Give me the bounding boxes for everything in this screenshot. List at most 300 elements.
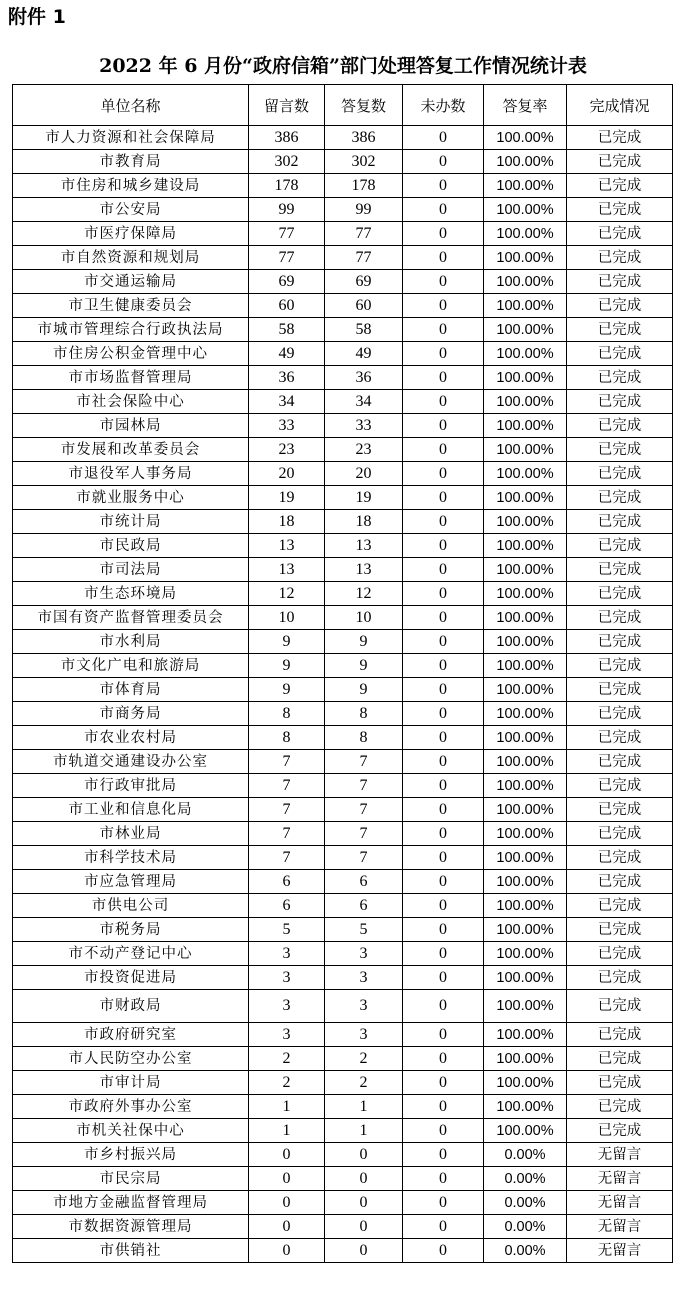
table-row [13, 414, 673, 438]
message-count-cell: 5 [249, 918, 325, 942]
pending-count-cell: 0 [403, 582, 484, 606]
reply-rate-cell: 100.00% [484, 342, 567, 366]
table-row [13, 438, 673, 462]
reply-rate-cell: 100.00% [484, 918, 567, 942]
reply-count-cell: 60 [325, 294, 403, 318]
reply-rate-cell: 100.00% [484, 510, 567, 534]
unit-name-cell: 市城市管理综合行政执法局 [13, 318, 249, 342]
message-count-cell: 2 [249, 1047, 325, 1071]
message-count-cell: 9 [249, 678, 325, 702]
message-count-cell: 0 [249, 1191, 325, 1215]
completion-status-cell: 已完成 [567, 462, 673, 486]
completion-status-cell: 已完成 [567, 150, 673, 174]
unit-name-cell: 市医疗保障局 [13, 222, 249, 246]
reply-count-cell: 3 [325, 942, 403, 966]
reply-count-cell: 10 [325, 606, 403, 630]
message-count-cell: 7 [249, 750, 325, 774]
unit-name-cell: 市国有资产监督管理委员会 [13, 606, 249, 630]
message-count-cell: 1 [249, 1095, 325, 1119]
completion-status-cell: 已完成 [567, 990, 673, 1023]
completion-status-cell: 已完成 [567, 894, 673, 918]
pending-count-cell: 0 [403, 1239, 484, 1263]
completion-status-cell: 已完成 [567, 438, 673, 462]
unit-name-cell: 市民政局 [13, 534, 249, 558]
pending-count-cell: 0 [403, 750, 484, 774]
completion-status-cell: 已完成 [567, 630, 673, 654]
pending-count-cell: 0 [403, 1095, 484, 1119]
pending-count-cell: 0 [403, 870, 484, 894]
message-count-cell: 9 [249, 630, 325, 654]
unit-name-cell: 市政府外事办公室 [13, 1095, 249, 1119]
table-body [13, 126, 673, 1263]
reply-rate-cell: 100.00% [484, 654, 567, 678]
message-count-cell: 0 [249, 1167, 325, 1191]
unit-name-cell: 市林业局 [13, 822, 249, 846]
unit-name-cell: 市体育局 [13, 678, 249, 702]
reply-count-cell: 1 [325, 1095, 403, 1119]
pending-count-cell: 0 [403, 630, 484, 654]
pending-count-cell: 0 [403, 798, 484, 822]
reply-rate-cell: 100.00% [484, 486, 567, 510]
message-count-cell: 58 [249, 318, 325, 342]
message-count-cell: 2 [249, 1071, 325, 1095]
reply-count-cell: 49 [325, 342, 403, 366]
reply-count-cell: 36 [325, 366, 403, 390]
reply-count-cell: 0 [325, 1143, 403, 1167]
reply-rate-cell: 0.00% [484, 1143, 567, 1167]
completion-status-cell: 已完成 [567, 606, 673, 630]
completion-status-cell: 已完成 [567, 318, 673, 342]
reply-count-cell: 77 [325, 222, 403, 246]
pending-count-cell: 0 [403, 558, 484, 582]
unit-name-cell: 市水利局 [13, 630, 249, 654]
reply-rate-cell: 100.00% [484, 318, 567, 342]
pending-count-cell: 0 [403, 1167, 484, 1191]
message-count-cell: 12 [249, 582, 325, 606]
reply-count-cell: 7 [325, 798, 403, 822]
message-count-cell: 0 [249, 1215, 325, 1239]
reply-count-cell: 6 [325, 894, 403, 918]
completion-status-cell: 已完成 [567, 870, 673, 894]
unit-name-cell: 市商务局 [13, 702, 249, 726]
pending-count-cell: 0 [403, 942, 484, 966]
header-unit-name: 单位名称 [13, 85, 249, 126]
completion-status-cell: 无留言 [567, 1239, 673, 1263]
completion-status-cell: 已完成 [567, 222, 673, 246]
message-count-cell: 23 [249, 438, 325, 462]
reply-count-cell: 9 [325, 630, 403, 654]
pending-count-cell: 0 [403, 726, 484, 750]
message-count-cell: 6 [249, 894, 325, 918]
reply-count-cell: 77 [325, 246, 403, 270]
reply-count-cell: 18 [325, 510, 403, 534]
completion-status-cell: 已完成 [567, 1119, 673, 1143]
message-count-cell: 0 [249, 1239, 325, 1263]
message-count-cell: 7 [249, 798, 325, 822]
completion-status-cell: 已完成 [567, 726, 673, 750]
unit-name-cell: 市人力资源和社会保障局 [13, 126, 249, 150]
table-row [13, 534, 673, 558]
reply-rate-cell: 100.00% [484, 750, 567, 774]
reply-count-cell: 0 [325, 1167, 403, 1191]
reply-rate-cell: 100.00% [484, 582, 567, 606]
unit-name-cell: 市投资促进局 [13, 966, 249, 990]
unit-name-cell: 市交通运输局 [13, 270, 249, 294]
message-count-cell: 8 [249, 726, 325, 750]
message-count-cell: 10 [249, 606, 325, 630]
pending-count-cell: 0 [403, 606, 484, 630]
table-row [13, 990, 673, 1023]
completion-status-cell: 已完成 [567, 846, 673, 870]
reply-rate-cell: 100.00% [484, 1095, 567, 1119]
reply-rate-cell: 100.00% [484, 198, 567, 222]
reply-count-cell: 69 [325, 270, 403, 294]
table-row [13, 1239, 673, 1263]
table-row [13, 294, 673, 318]
unit-name-cell: 市社会保险中心 [13, 390, 249, 414]
unit-name-cell: 市公安局 [13, 198, 249, 222]
reply-rate-cell: 100.00% [484, 942, 567, 966]
unit-name-cell: 市应急管理局 [13, 870, 249, 894]
table-row [13, 846, 673, 870]
reply-count-cell: 7 [325, 822, 403, 846]
pending-count-cell: 0 [403, 966, 484, 990]
reply-rate-cell: 100.00% [484, 606, 567, 630]
reply-rate-cell: 100.00% [484, 822, 567, 846]
reply-rate-cell: 100.00% [484, 558, 567, 582]
unit-name-cell: 市退役军人事务局 [13, 462, 249, 486]
reply-rate-cell: 100.00% [484, 774, 567, 798]
header-reply-count: 答复数 [325, 85, 403, 126]
table-row [13, 1167, 673, 1191]
table-row [13, 126, 673, 150]
reply-rate-cell: 100.00% [484, 726, 567, 750]
completion-status-cell: 已完成 [567, 918, 673, 942]
unit-name-cell: 市轨道交通建设办公室 [13, 750, 249, 774]
pending-count-cell: 0 [403, 1071, 484, 1095]
table-row [13, 822, 673, 846]
unit-name-cell: 市自然资源和规划局 [13, 246, 249, 270]
completion-status-cell: 已完成 [567, 1095, 673, 1119]
reply-count-cell: 386 [325, 126, 403, 150]
unit-name-cell: 市机关社保中心 [13, 1119, 249, 1143]
message-count-cell: 49 [249, 342, 325, 366]
reply-count-cell: 13 [325, 558, 403, 582]
unit-name-cell: 市人民防空办公室 [13, 1047, 249, 1071]
completion-status-cell: 无留言 [567, 1191, 673, 1215]
reply-count-cell: 9 [325, 654, 403, 678]
unit-name-cell: 市就业服务中心 [13, 486, 249, 510]
unit-name-cell: 市数据资源管理局 [13, 1215, 249, 1239]
reply-rate-cell: 100.00% [484, 438, 567, 462]
header-row [13, 85, 673, 126]
unit-name-cell: 市统计局 [13, 510, 249, 534]
unit-name-cell: 市司法局 [13, 558, 249, 582]
completion-status-cell: 已完成 [567, 486, 673, 510]
reply-count-cell: 3 [325, 1023, 403, 1047]
completion-status-cell: 已完成 [567, 294, 673, 318]
message-count-cell: 7 [249, 846, 325, 870]
unit-name-cell: 市市场监督管理局 [13, 366, 249, 390]
completion-status-cell: 已完成 [567, 126, 673, 150]
message-count-cell: 33 [249, 414, 325, 438]
table-row [13, 918, 673, 942]
pending-count-cell: 0 [403, 1191, 484, 1215]
unit-name-cell: 市生态环境局 [13, 582, 249, 606]
message-count-cell: 3 [249, 1023, 325, 1047]
reply-count-cell: 19 [325, 486, 403, 510]
completion-status-cell: 已完成 [567, 414, 673, 438]
pending-count-cell: 0 [403, 918, 484, 942]
table-row [13, 174, 673, 198]
pending-count-cell: 0 [403, 1023, 484, 1047]
pending-count-cell: 0 [403, 438, 484, 462]
reply-rate-cell: 100.00% [484, 846, 567, 870]
reply-rate-cell: 100.00% [484, 414, 567, 438]
pending-count-cell: 0 [403, 1215, 484, 1239]
message-count-cell: 13 [249, 558, 325, 582]
reply-count-cell: 178 [325, 174, 403, 198]
reply-rate-cell: 100.00% [484, 246, 567, 270]
reply-rate-cell: 100.00% [484, 1023, 567, 1047]
header-pending-count: 未办数 [403, 85, 484, 126]
table-row [13, 246, 673, 270]
table-row [13, 198, 673, 222]
table-row [13, 894, 673, 918]
reply-count-cell: 2 [325, 1047, 403, 1071]
completion-status-cell: 已完成 [567, 942, 673, 966]
completion-status-cell: 无留言 [567, 1215, 673, 1239]
pending-count-cell: 0 [403, 510, 484, 534]
pending-count-cell: 0 [403, 534, 484, 558]
reply-count-cell: 6 [325, 870, 403, 894]
message-count-cell: 99 [249, 198, 325, 222]
completion-status-cell: 已完成 [567, 342, 673, 366]
message-count-cell: 3 [249, 942, 325, 966]
pending-count-cell: 0 [403, 894, 484, 918]
unit-name-cell: 市文化广电和旅游局 [13, 654, 249, 678]
pending-count-cell: 0 [403, 294, 484, 318]
reply-rate-cell: 100.00% [484, 630, 567, 654]
reply-rate-cell: 0.00% [484, 1167, 567, 1191]
reply-rate-cell: 100.00% [484, 990, 567, 1023]
table-row [13, 678, 673, 702]
reply-count-cell: 3 [325, 966, 403, 990]
unit-name-cell: 市乡村振兴局 [13, 1143, 249, 1167]
pending-count-cell: 0 [403, 198, 484, 222]
completion-status-cell: 已完成 [567, 390, 673, 414]
completion-status-cell: 已完成 [567, 174, 673, 198]
table-row [13, 1023, 673, 1047]
reply-rate-cell: 100.00% [484, 702, 567, 726]
message-count-cell: 36 [249, 366, 325, 390]
message-count-cell: 9 [249, 654, 325, 678]
completion-status-cell: 已完成 [567, 702, 673, 726]
table-row [13, 582, 673, 606]
pending-count-cell: 0 [403, 222, 484, 246]
table-row [13, 726, 673, 750]
unit-name-cell: 市审计局 [13, 1071, 249, 1095]
reply-count-cell: 1 [325, 1119, 403, 1143]
pending-count-cell: 0 [403, 702, 484, 726]
table-row [13, 1215, 673, 1239]
table-row [13, 558, 673, 582]
reply-rate-cell: 0.00% [484, 1191, 567, 1215]
reply-rate-cell: 100.00% [484, 222, 567, 246]
pending-count-cell: 0 [403, 462, 484, 486]
reply-rate-cell: 100.00% [484, 894, 567, 918]
completion-status-cell: 已完成 [567, 774, 673, 798]
reply-count-cell: 33 [325, 414, 403, 438]
reply-count-cell: 7 [325, 774, 403, 798]
completion-status-cell: 已完成 [567, 366, 673, 390]
pending-count-cell: 0 [403, 342, 484, 366]
reply-count-cell: 302 [325, 150, 403, 174]
table-row [13, 1119, 673, 1143]
table-row [13, 870, 673, 894]
completion-status-cell: 已完成 [567, 246, 673, 270]
pending-count-cell: 0 [403, 774, 484, 798]
table-row [13, 750, 673, 774]
completion-status-cell: 已完成 [567, 558, 673, 582]
reply-count-cell: 3 [325, 990, 403, 1023]
table-row [13, 1071, 673, 1095]
reply-rate-cell: 100.00% [484, 390, 567, 414]
reply-rate-cell: 100.00% [484, 798, 567, 822]
completion-status-cell: 已完成 [567, 198, 673, 222]
message-count-cell: 3 [249, 990, 325, 1023]
reply-rate-cell: 0.00% [484, 1215, 567, 1239]
unit-name-cell: 市税务局 [13, 918, 249, 942]
reply-rate-cell: 100.00% [484, 462, 567, 486]
completion-status-cell: 已完成 [567, 678, 673, 702]
unit-name-cell: 市农业农村局 [13, 726, 249, 750]
table-row [13, 366, 673, 390]
reply-count-cell: 8 [325, 726, 403, 750]
pending-count-cell: 0 [403, 990, 484, 1023]
table-row [13, 270, 673, 294]
completion-status-cell: 已完成 [567, 822, 673, 846]
pending-count-cell: 0 [403, 486, 484, 510]
table-row [13, 1143, 673, 1167]
table-row [13, 1191, 673, 1215]
unit-name-cell: 市不动产登记中心 [13, 942, 249, 966]
completion-status-cell: 已完成 [567, 966, 673, 990]
table-row [13, 150, 673, 174]
message-count-cell: 13 [249, 534, 325, 558]
table-row [13, 462, 673, 486]
message-count-cell: 302 [249, 150, 325, 174]
message-count-cell: 18 [249, 510, 325, 534]
pending-count-cell: 0 [403, 126, 484, 150]
reply-rate-cell: 0.00% [484, 1239, 567, 1263]
unit-name-cell: 市地方金融监督管理局 [13, 1191, 249, 1215]
reply-rate-cell: 100.00% [484, 534, 567, 558]
pending-count-cell: 0 [403, 414, 484, 438]
pending-count-cell: 0 [403, 1143, 484, 1167]
message-count-cell: 386 [249, 126, 325, 150]
reply-count-cell: 20 [325, 462, 403, 486]
unit-name-cell: 市住房公积金管理中心 [13, 342, 249, 366]
reply-rate-cell: 100.00% [484, 150, 567, 174]
reply-count-cell: 99 [325, 198, 403, 222]
header-reply-rate: 答复率 [484, 85, 567, 126]
unit-name-cell: 市供电公司 [13, 894, 249, 918]
table-row [13, 342, 673, 366]
message-count-cell: 77 [249, 246, 325, 270]
table-row [13, 510, 673, 534]
reply-rate-cell: 100.00% [484, 1071, 567, 1095]
message-count-cell: 60 [249, 294, 325, 318]
pending-count-cell: 0 [403, 246, 484, 270]
reply-count-cell: 2 [325, 1071, 403, 1095]
completion-status-cell: 已完成 [567, 1047, 673, 1071]
pending-count-cell: 0 [403, 654, 484, 678]
table-row [13, 702, 673, 726]
reply-rate-cell: 100.00% [484, 870, 567, 894]
completion-status-cell: 已完成 [567, 270, 673, 294]
reply-rate-cell: 100.00% [484, 270, 567, 294]
unit-name-cell: 市发展和改革委员会 [13, 438, 249, 462]
message-count-cell: 69 [249, 270, 325, 294]
table-row [13, 390, 673, 414]
completion-status-cell: 无留言 [567, 1167, 673, 1191]
pending-count-cell: 0 [403, 318, 484, 342]
pending-count-cell: 0 [403, 678, 484, 702]
reply-rate-cell: 100.00% [484, 294, 567, 318]
message-count-cell: 1 [249, 1119, 325, 1143]
message-count-cell: 19 [249, 486, 325, 510]
unit-name-cell: 市卫生健康委员会 [13, 294, 249, 318]
unit-name-cell: 市供销社 [13, 1239, 249, 1263]
reply-count-cell: 0 [325, 1239, 403, 1263]
completion-status-cell: 已完成 [567, 750, 673, 774]
reply-count-cell: 23 [325, 438, 403, 462]
unit-name-cell: 市科学技术局 [13, 846, 249, 870]
table-row [13, 1095, 673, 1119]
pending-count-cell: 0 [403, 150, 484, 174]
reply-count-cell: 12 [325, 582, 403, 606]
reply-count-cell: 7 [325, 750, 403, 774]
pending-count-cell: 0 [403, 846, 484, 870]
reply-rate-cell: 100.00% [484, 678, 567, 702]
reply-rate-cell: 100.00% [484, 174, 567, 198]
table-row [13, 942, 673, 966]
unit-name-cell: 市政府研究室 [13, 1023, 249, 1047]
table-row [13, 966, 673, 990]
table-row [13, 1047, 673, 1071]
header-message-count: 留言数 [249, 85, 325, 126]
completion-status-cell: 已完成 [567, 534, 673, 558]
unit-name-cell: 市行政审批局 [13, 774, 249, 798]
reply-count-cell: 8 [325, 702, 403, 726]
statistics-table [12, 84, 673, 1263]
attachment-label: 附件 1 [8, 6, 66, 28]
completion-status-cell: 已完成 [567, 654, 673, 678]
reply-count-cell: 58 [325, 318, 403, 342]
table-row [13, 774, 673, 798]
pending-count-cell: 0 [403, 1119, 484, 1143]
pending-count-cell: 0 [403, 390, 484, 414]
unit-name-cell: 市民宗局 [13, 1167, 249, 1191]
reply-count-cell: 0 [325, 1191, 403, 1215]
unit-name-cell: 市财政局 [13, 990, 249, 1023]
table-row [13, 798, 673, 822]
reply-count-cell: 0 [325, 1215, 403, 1239]
reply-count-cell: 13 [325, 534, 403, 558]
message-count-cell: 0 [249, 1143, 325, 1167]
message-count-cell: 7 [249, 822, 325, 846]
